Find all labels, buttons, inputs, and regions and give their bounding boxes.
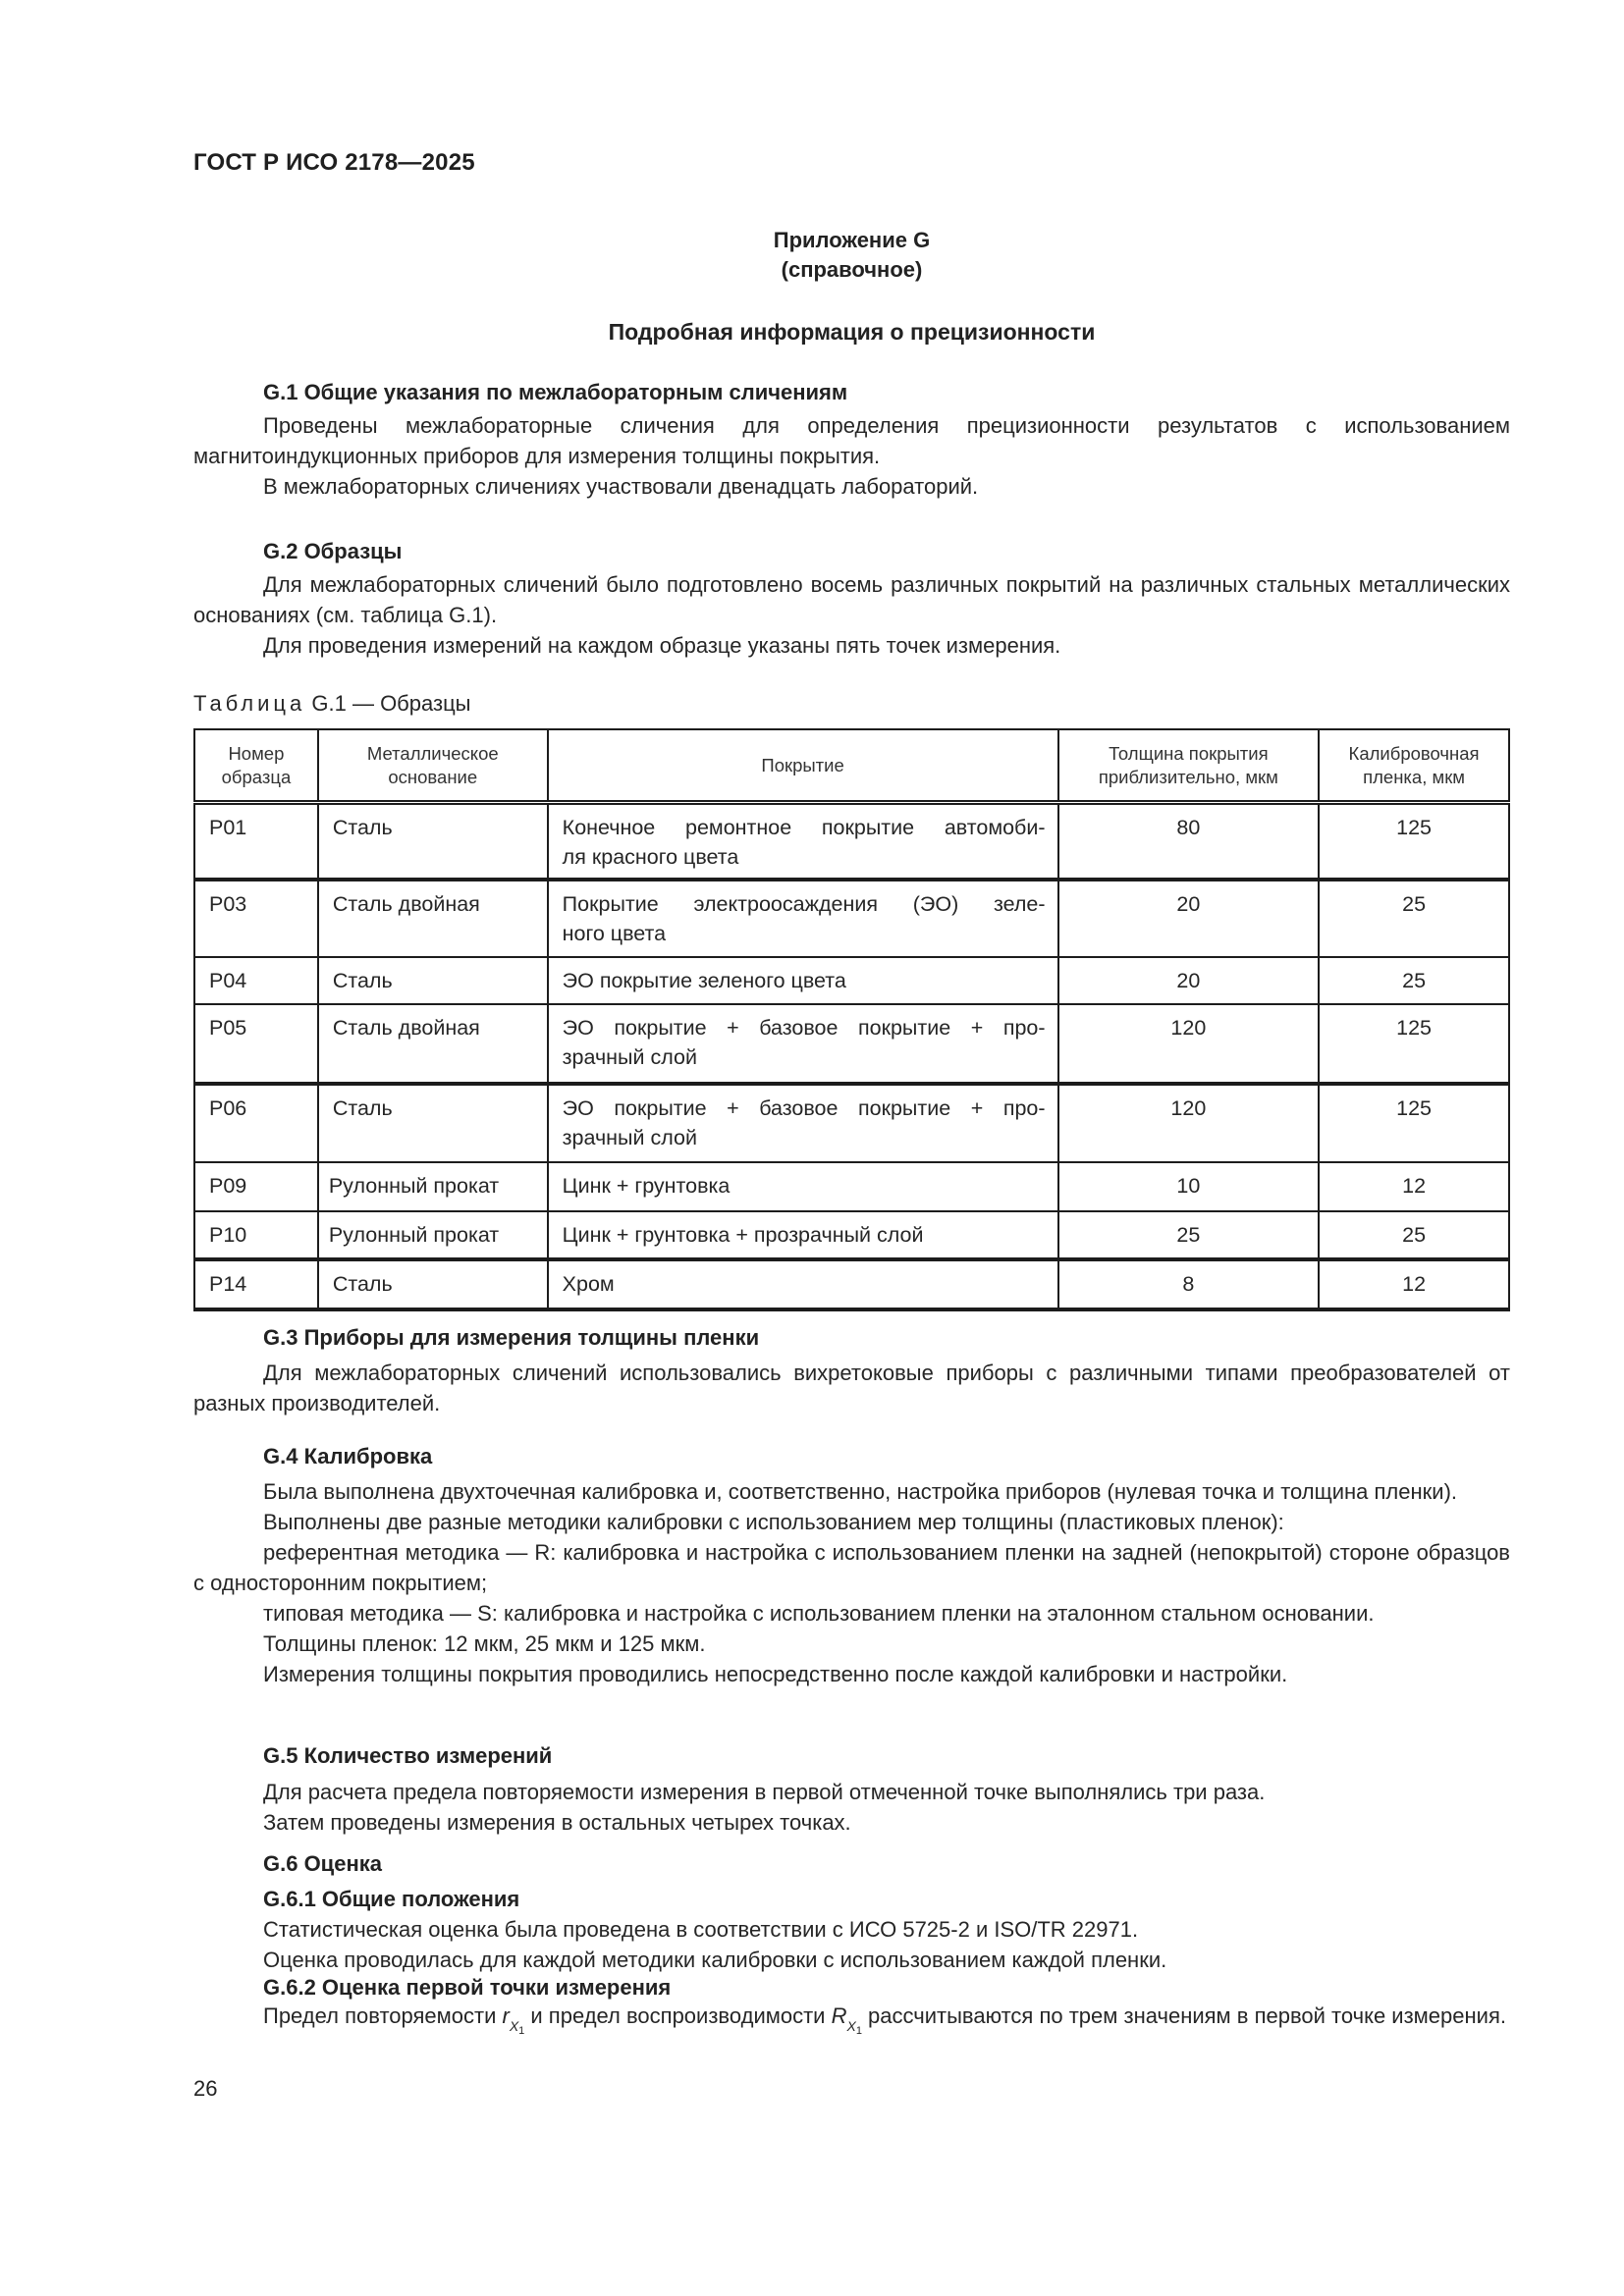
paragraph-with-formula: Предел повторяемости $r_{X_1}$ и предел воспроизводимости $R_{X_1}$ рассчитываются по трем значениям в первой точке измерения.: [263, 2003, 1506, 2037]
subsection-heading: G.6.1 Общие положения: [263, 1887, 520, 1911]
cell-film: 25: [1319, 1211, 1509, 1259]
cell-film: 25: [1319, 880, 1509, 957]
table-caption: [193, 688, 1510, 719]
paragraph: Для межлабораторных сличений использовались вихретоковые приборы с различными типами преобразователей от разных производителей.: [193, 1361, 1510, 1415]
cell-thickness: 20: [1058, 880, 1320, 957]
cell-substrate: Рулонный прокат: [318, 1162, 548, 1211]
cell-thickness: 20: [1058, 957, 1320, 1004]
table-row: [194, 880, 1509, 957]
cell-film: 12: [1319, 1259, 1509, 1309]
cell-coating: Конечное ремонтное покрытие автомоби- ля красного цвета: [548, 803, 1058, 880]
cell-film: 25: [1319, 957, 1509, 1004]
paragraph: типовая методика — S: калибровка и настройка с использованием пленки на эталонном стальном основании.: [263, 1601, 1375, 1626]
cell-coating: Цинк + грунтовка: [548, 1162, 1058, 1211]
cell-sample-id: P06: [194, 1084, 318, 1162]
header-substrate: Металлическое основание: [318, 729, 548, 803]
cell-coating: Хром: [548, 1259, 1058, 1309]
header-sample-number: Номер образца: [194, 729, 318, 803]
cell-substrate: Рулонный прокат: [318, 1211, 548, 1259]
table-caption-prefix: Таблица: [193, 691, 306, 716]
table-row: [194, 1004, 1509, 1084]
section-heading: G.4 Калибровка: [263, 1444, 433, 1468]
cell-substrate: Сталь двойная: [318, 1004, 548, 1084]
header-thickness: Толщина покрытия приблизительно, мкм: [1058, 729, 1320, 803]
section-g6: [193, 1848, 1510, 2047]
cell-thickness: 25: [1058, 1211, 1320, 1259]
paragraph: В межлабораторных сличениях участвовали двенадцать лабораторий.: [263, 474, 979, 499]
cell-coating: ЭО покрытие + базовое покрытие + про- зрачный слой: [548, 1004, 1058, 1084]
header-coating: Покрытие: [548, 729, 1058, 803]
cell-film: 125: [1319, 1084, 1509, 1162]
table-row: [194, 957, 1509, 1004]
paragraph: Проведены межлабораторные сличения для определения прецизионности результатов с использованием магнитоиндукционных приборов для измерения толщины покрытия.: [193, 413, 1510, 468]
cell-sample-id: P03: [194, 880, 318, 957]
table-row: [194, 803, 1509, 880]
cell-sample-id: P04: [194, 957, 318, 1004]
table-row: [194, 1084, 1509, 1162]
paragraph: Для межлабораторных сличений было подготовлено восемь различных покрытий на различных стальных металлических основаниях (см. таблица G.1).: [193, 572, 1510, 627]
cell-coating: ЭО покрытие + базовое покрытие + про- зрачный слой: [548, 1084, 1058, 1162]
cell-thickness: 10: [1058, 1162, 1320, 1211]
table-row: [194, 1211, 1509, 1259]
table-caption-title: G.1 — Образцы: [305, 691, 471, 716]
cell-film: 12: [1319, 1162, 1509, 1211]
paragraph: референтная методика — R: калибровка и настройка с использованием пленки на задней (непокрытой) стороне образцов с односторонним покрытием;: [193, 1540, 1510, 1595]
cell-substrate: Сталь: [318, 1084, 548, 1162]
cell-thickness: 120: [1058, 1004, 1320, 1084]
page-number: 26: [193, 2076, 218, 2101]
header-calibration-film: Калибровочная пленка, мкм: [1319, 729, 1509, 803]
samples-table: [193, 728, 1510, 1311]
section-g2: [193, 536, 1510, 661]
section-g5: [193, 1740, 1510, 1838]
cell-substrate: Сталь: [318, 803, 548, 880]
paragraph: Статистическая оценка была проведена в соответствии с ИСО 5725-2 и ISO/TR 22971.: [263, 1917, 1139, 1942]
cell-film: 125: [1319, 1004, 1509, 1084]
section-heading: G.6 Оценка: [263, 1851, 382, 1876]
paragraph: Затем проведены измерения в остальных четырех точках.: [263, 1810, 851, 1835]
subsection-heading: G.6.2 Оценка первой точки измерения: [263, 1975, 672, 2000]
section-heading: G.2 Образцы: [263, 539, 403, 563]
symbol-repeatability-limit: $r_{X_1}$: [502, 2003, 525, 2037]
cell-coating: ЭО покрытие зеленого цвета: [548, 957, 1058, 1004]
annex-kind: (справочное): [781, 257, 923, 282]
symbol-reproducibility-limit: $R_{X_1}$: [831, 2003, 862, 2037]
cell-coating: Цинк + грунтовка + прозрачный слой: [548, 1211, 1058, 1259]
paragraph: Для проведения измерений на каждом образце указаны пять точек измерения.: [263, 633, 1061, 658]
section-heading: G.5 Количество измерений: [263, 1743, 553, 1768]
section-g3: [193, 1322, 1510, 1418]
document-code: ГОСТ Р ИСО 2178—2025: [193, 149, 475, 176]
annex-heading: Подробная информация о прецизионности: [608, 319, 1096, 345]
cell-thickness: 120: [1058, 1084, 1320, 1162]
paragraph: Была выполнена двухточечная калибровка и, соответственно, настройка приборов (нулевая точка и толщина пленки).: [263, 1479, 1458, 1504]
cell-sample-id: P14: [194, 1259, 318, 1309]
section-g1: [193, 377, 1510, 502]
section-heading: G.1 Общие указания по межлабораторным сличениям: [263, 380, 848, 404]
cell-sample-id: P05: [194, 1004, 318, 1084]
paragraph: Выполнены две разные методики калибровки с использованием мер толщины (пластиковых пленок):: [263, 1510, 1284, 1534]
cell-sample-id: P01: [194, 803, 318, 880]
paragraph: Оценка проводилась для каждой методики калибровки с использованием каждой пленки.: [263, 1948, 1167, 1972]
cell-thickness: 80: [1058, 803, 1320, 880]
table-row: [194, 1162, 1509, 1211]
section-heading: G.3 Приборы для измерения толщины пленки: [263, 1325, 760, 1350]
cell-film: 125: [1319, 803, 1509, 880]
cell-thickness: 8: [1058, 1259, 1320, 1309]
cell-sample-id: P09: [194, 1162, 318, 1211]
cell-coating: Покрытие электроосаждения (ЭО) зеле- ного цвета: [548, 880, 1058, 957]
paragraph: Для расчета предела повторяемости измерения в первой отмеченной точке выполнялись три раза.: [263, 1780, 1266, 1804]
paragraph: Измерения толщины покрытия проводились непосредственно после каждой калибровки и настройки.: [263, 1662, 1288, 1686]
cell-substrate: Сталь двойная: [318, 880, 548, 957]
table-row: [194, 1259, 1509, 1309]
table-header-row: [194, 729, 1509, 803]
cell-substrate: Сталь: [318, 1259, 548, 1309]
paragraph: Толщины пленок: 12 мкм, 25 мкм и 125 мкм.: [263, 1631, 706, 1656]
section-g4: [193, 1441, 1510, 1689]
cell-sample-id: P10: [194, 1211, 318, 1259]
annex-title: Приложение G: [773, 228, 931, 252]
cell-substrate: Сталь: [318, 957, 548, 1004]
